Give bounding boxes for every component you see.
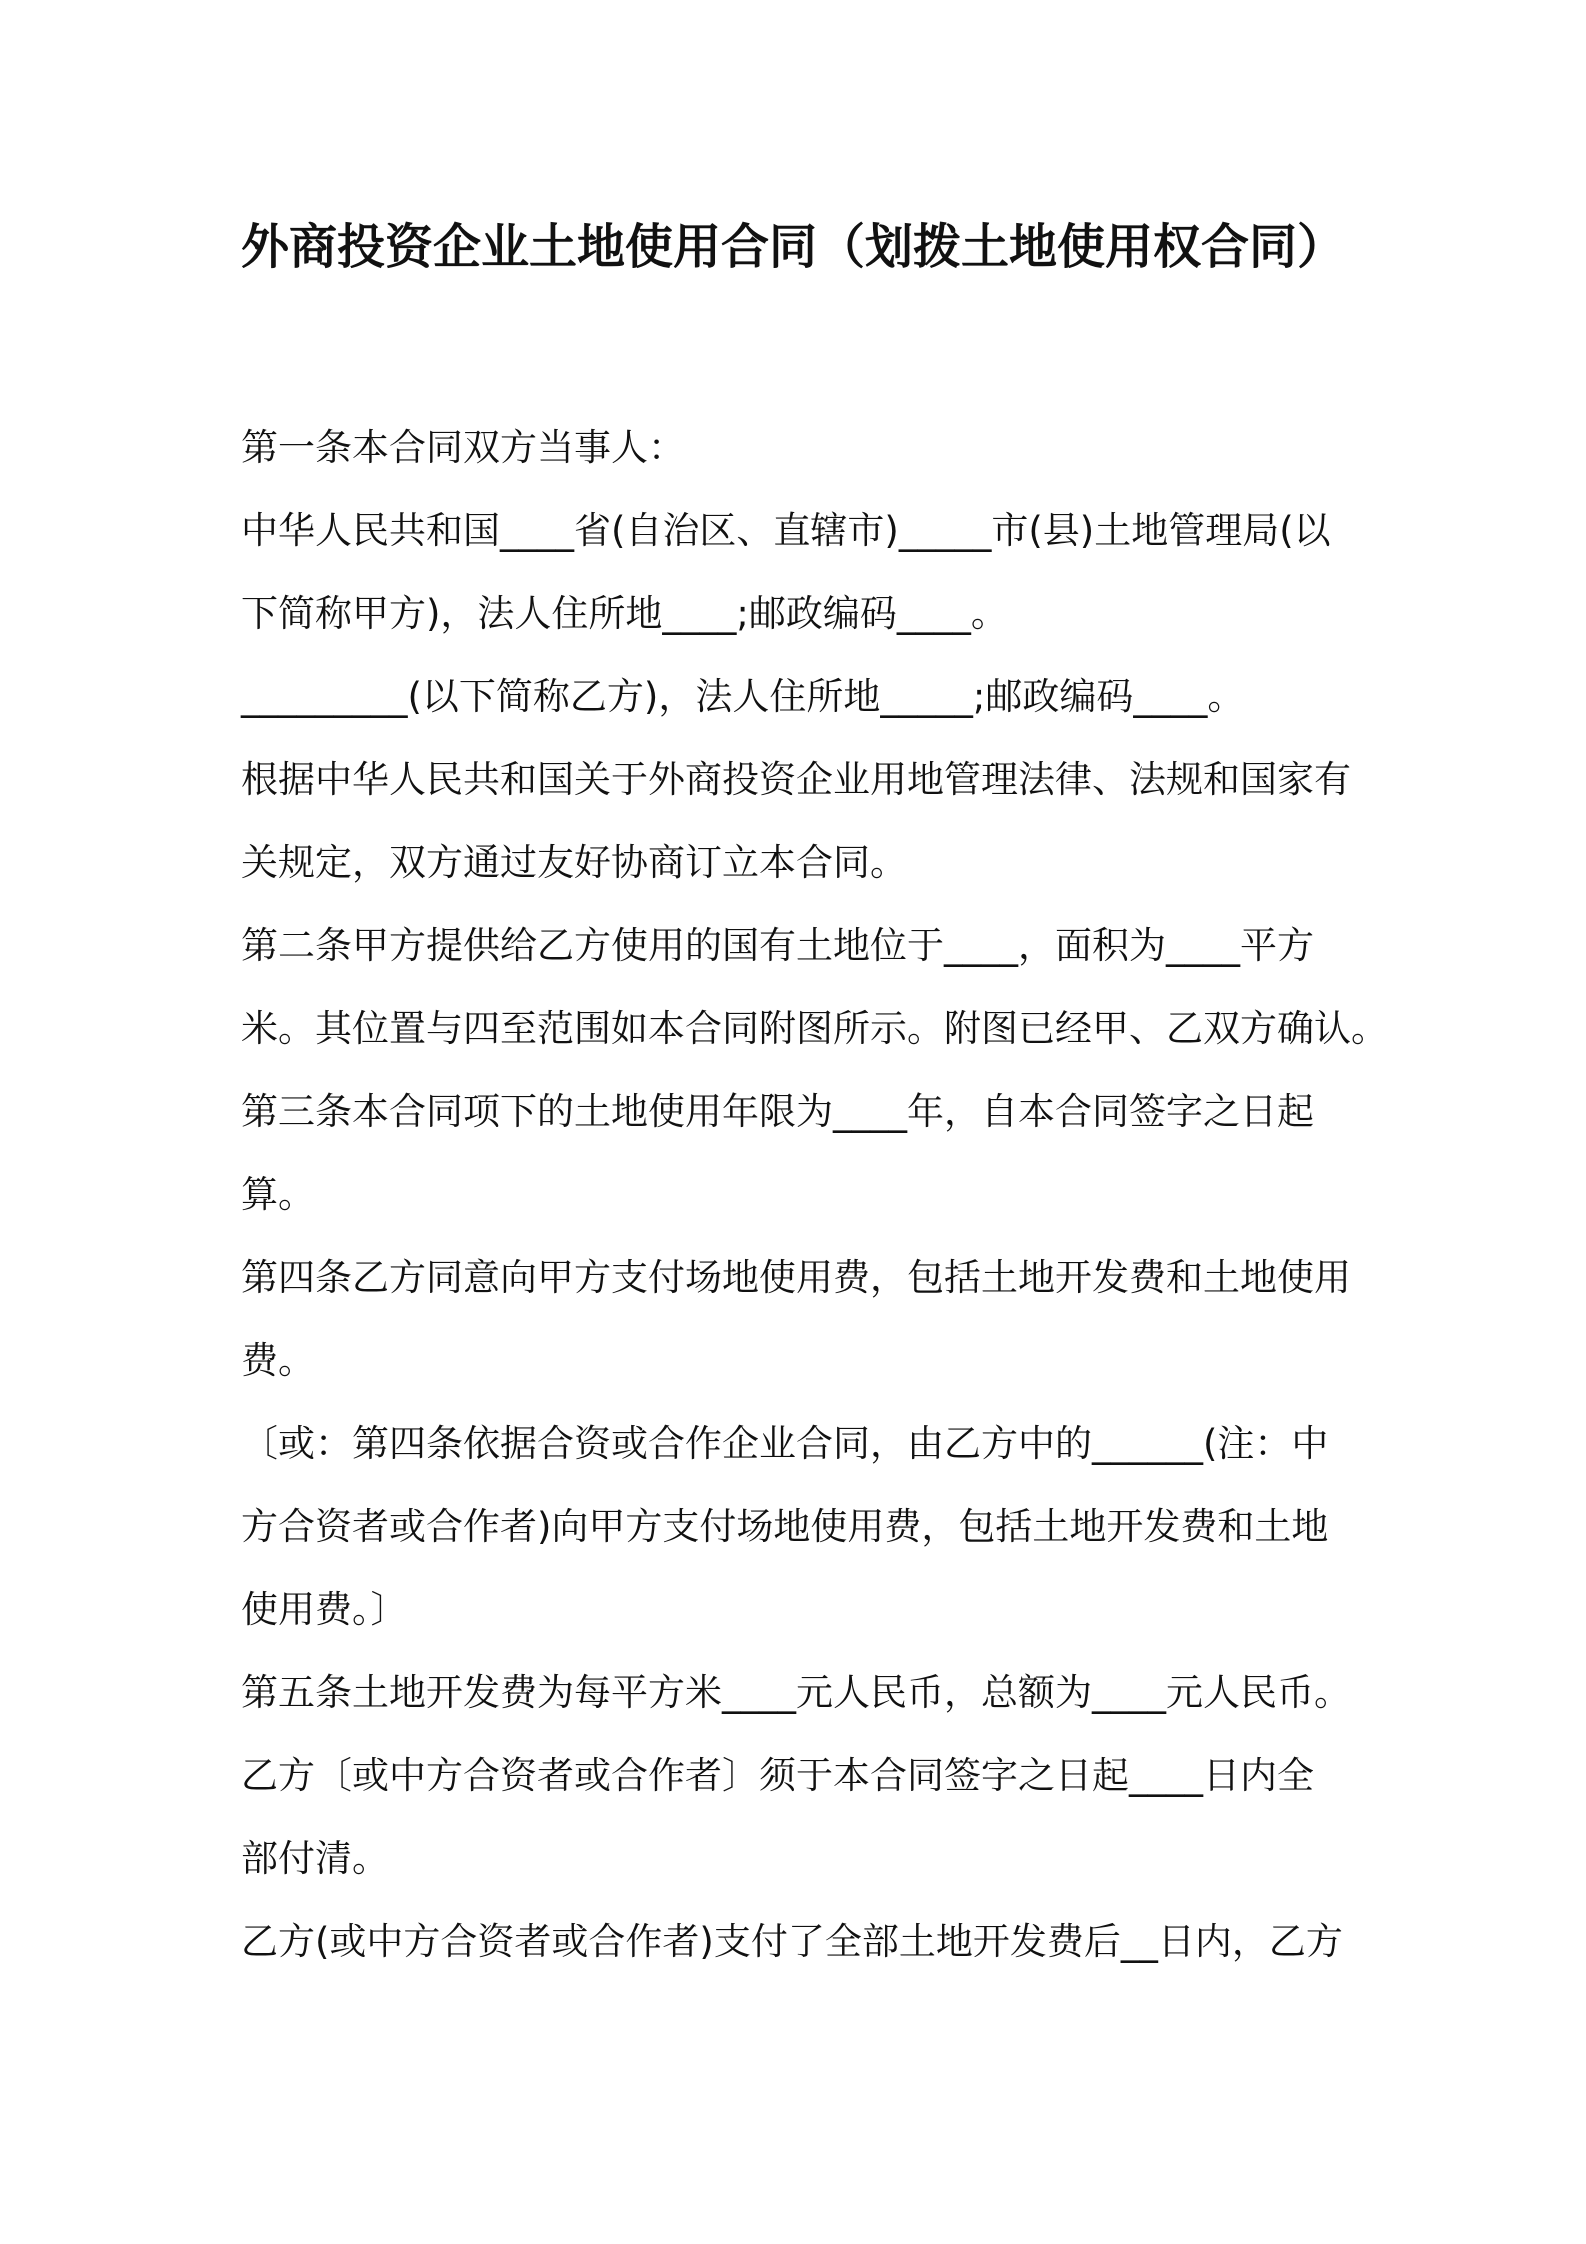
paragraph-line: 第五条土地开发费为每平方米____元人民币，总额为____元人民币。 — [241, 1671, 1351, 1714]
paragraph-line: _________(以下简称乙方)，法人住所地_____;邮政编码____。 — [241, 675, 1245, 718]
paragraph-line: 乙方〔或中方合资者或合作者〕须于本合同签字之日起____日内全 — [241, 1754, 1314, 1797]
paragraph-line: 费。 — [241, 1339, 315, 1382]
paragraph-line: 〔或：第四条依据合资或合作企业合同，由乙方中的______(注：中 — [241, 1422, 1329, 1465]
paragraph-line: 部付清。 — [241, 1837, 389, 1880]
document-title: 外商投资企业土地使用合同（划拨土地使用权合同） — [240, 219, 1345, 275]
paragraph-line: 算。 — [241, 1173, 315, 1216]
paragraph-line: 第二条甲方提供给乙方使用的国有土地位于____，面积为____平方 — [241, 924, 1314, 967]
paragraph-line: 第四条乙方同意向甲方支付场地使用费，包括土地开发费和土地使用 — [241, 1256, 1351, 1299]
document-body — [241, 406, 1388, 1983]
paragraph-line: 第一条本合同双方当事人： — [241, 426, 685, 469]
paragraph-line: 方合资者或合作者)向甲方支付场地使用费，包括土地开发费和土地 — [241, 1505, 1329, 1548]
paragraph-line: 米。其位置与四至范围如本合同附图所示。附图已经甲、乙双方确认。 — [241, 1007, 1388, 1050]
paragraph-line: 根据中华人民共和国关于外商投资企业用地管理法律、法规和国家有 — [241, 758, 1351, 801]
paragraph-line: 关规定，双方通过友好协商订立本合同。 — [241, 841, 907, 884]
paragraph-line: 使用费。〕 — [241, 1588, 408, 1631]
paragraph-line: 第三条本合同项下的土地使用年限为____年，自本合同签字之日起 — [241, 1090, 1314, 1133]
paragraph-line: 中华人民共和国____省(自治区、直辖市)_____市(县)土地管理局(以 — [241, 509, 1331, 552]
paragraph-line: 下简称甲方)，法人住所地____;邮政编码____。 — [241, 592, 1008, 635]
paragraph-line: 乙方(或中方合资者或合作者)支付了全部土地开发费后__日内，乙方 — [241, 1920, 1343, 1963]
